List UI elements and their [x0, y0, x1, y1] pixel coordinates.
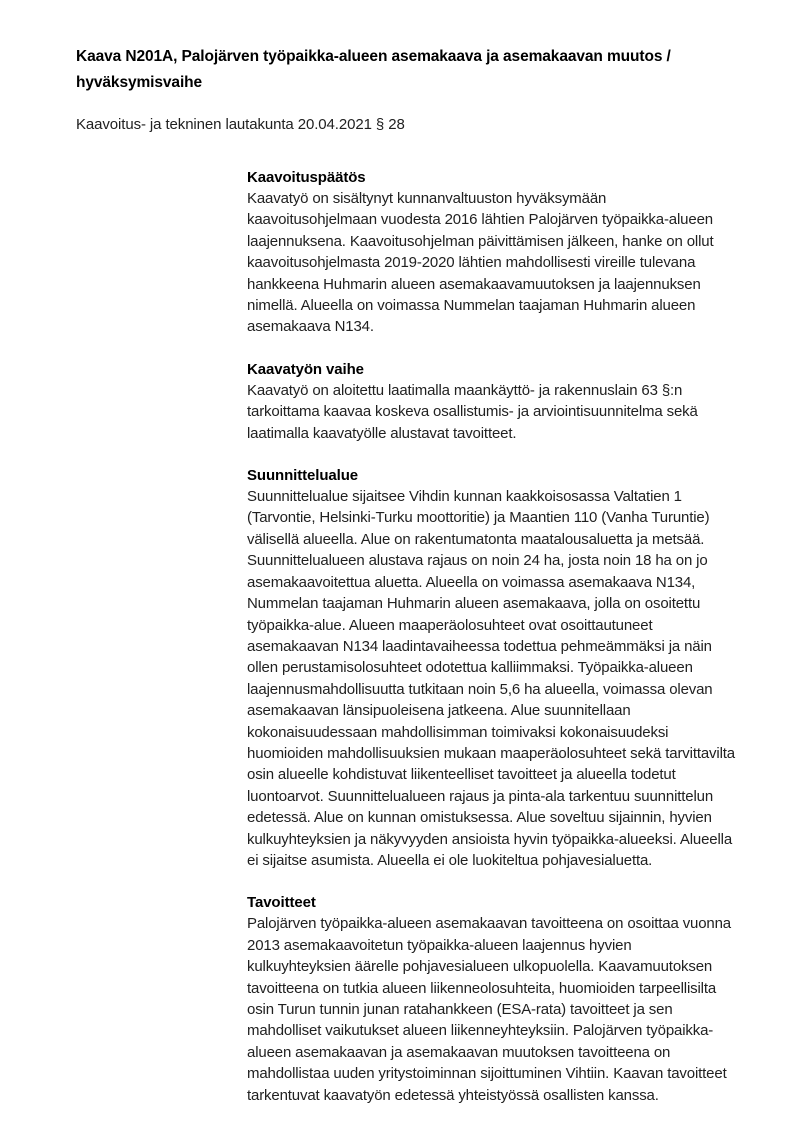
section-kaavoituspaatos: [247, 167, 736, 338]
section-paragraph: Kaavatyö on sisältynyt kunnanvaltuuston hyväksymään kaavoitusohjelmaan vuodesta 2016 lähtien Palojärven työpaikka-alueen laajennuksena. Kaavoitusohjelman päivittämisen jälkeen, hanke on ollut kaavoitusohjelmasta 2019-2020 lähtien mahdollisesti vireille tulevana hankkeena Huhmarin alueen asemakaavamuutoksen ja laajennuksen nimellä. Alueella on voimassa Nummelan taajaman Huhmarin alueen asemakaava N134.: [247, 190, 714, 336]
section-paragraph: Kaavatyö on aloitettu laatimalla maankäyttö- ja rakennuslain 63 §:n tarkoittama kaavaa koskeva osallistumis- ja arviointisuunnitelma sekä laatimalla kaavatyölle alustavat tavoitteet.: [247, 381, 698, 442]
section-kaavatyon-vaihe: [247, 359, 736, 444]
document-body: [247, 167, 736, 1122]
section-paragraph: Suunnittelualue sijaitsee Vihdin kunnan kaakkoisosassa Valtatien 1 (Tarvontie, Helsinki-Turku moottoritie) ja Maantien 110 (Vanha Turuntie) välisellä alueella. Alue on rakentumatonta maatalousaluetta ja metsää. Suunnittelualueen alustava rajaus on noin 24 ha, josta noin 18 ha on jo asemakaavoitettua aluetta. Alueella on voimassa asemakaava N134, Nummelan taajaman Huhmarin alueen asemakaava, jolla on osoitettu työpaikka-alue. Alueen maaperäolosuhteet ovat osoittautuneet asemakaavan N134 laadintavaiheessa todettua pehmeämmäksi ja näin ollen perustamisolosuhteet odotettua kalliimmaksi. Työpaikka-alueen laajennusmahdollisuutta tutkitaan noin 5,6 ha alueella, voimassa olevan asemakaavan länsipuoleisena jatkeena. Alue suunnitellaan kokonaisuudessaan mahdollisimman toimivaksi kokonaisuudeksi huomioiden mahdollisuuksien mukaan maaperäolosuhteet sekä tarvittavilta osin alueelle kohdistuvat liikenteelliset tavoitteet ja alueella todetut luontoarvot. Suunnittelualueen rajaus ja pinta-ala tarkentuu suunnittelun edetessä. Alue on kunnan omistuksessa. Alue soveltuu sijainnin, hyvien kulkuyhteyksien ja näkyvyyden ansioista hyvin työpaikka-alueeksi. Alueella ei sijaitse asumista. Alueella ei ole luokiteltua pohjavesialuetta.: [247, 488, 735, 869]
section-heading: Kaavoituspäätös: [247, 169, 366, 186]
section-heading: Suunnittelualue: [247, 467, 359, 485]
section-paragraph: Palojärven työpaikka-alueen asemakaavan tavoitteena on osoittaa vuonna 2013 asemakaavoitetun työpaikka-alueen laajennus hyvien kulkuyhteyksien äärelle pohjavesialueen ulkopuolella. Kaavamuutoksen tavoitteena on tutkia alueen liikenneolosuhteita, huomioiden tarpeellisilta osin Turun tunnin junan ratahankkeen (ESA-rata) tavoitteet ja sen mahdolliset vaikutukset alueen liikenneyhteyksiin. Palojärven työpaikka-alueen asemakaavan ja asemakaavan muutoksen tavoitteena on mahdollistaa uuden yritystoiminnan sijoittuminen Vihtiin. Kaavan tavoitteet tarkentuvat kaavatyön edetessä yhteistyössä osallisten kanssa.: [247, 915, 732, 1104]
section-heading: Kaavatyön vaihe: [247, 360, 364, 378]
section-tavoitteet: [247, 892, 736, 1106]
section-suunnittelualue: [247, 465, 736, 871]
document-header: [76, 44, 740, 135]
section-heading: Tavoitteet: [247, 894, 316, 912]
committee-date-line: Kaavoitus- ja tekninen lautakunta 20.04.2021 § 28: [76, 116, 405, 133]
document-title: Kaava N201A, Palojärven työpaikka-alueen asemakaava ja asemakaavan muutos / hyväksymisvaihe: [76, 48, 671, 91]
